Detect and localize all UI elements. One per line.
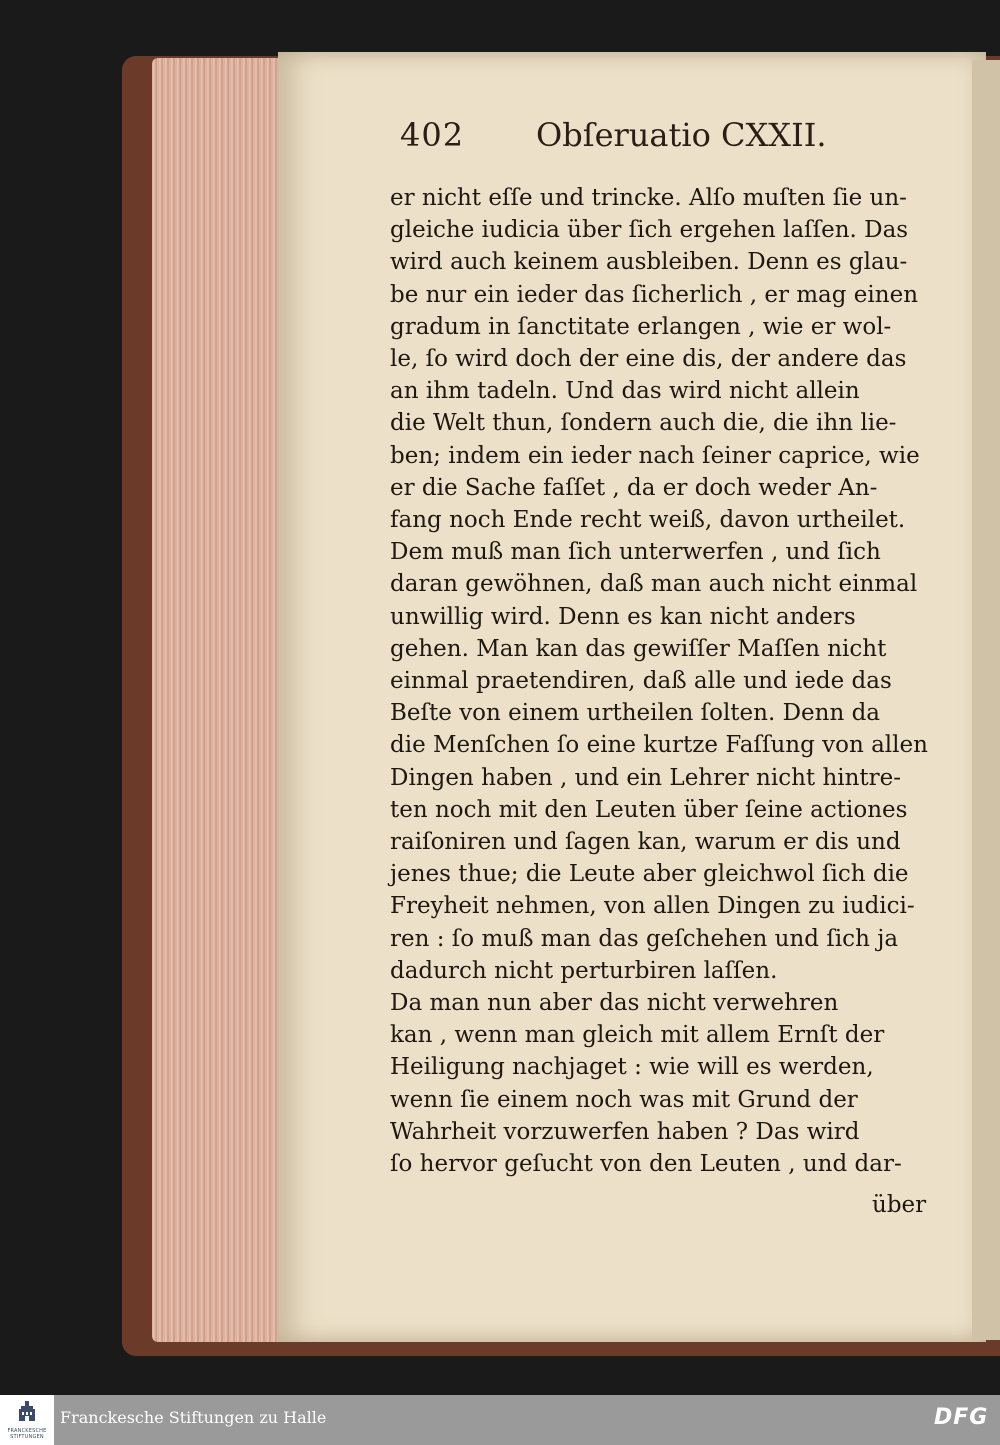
text-line: Da man nun aber das nicht verwehren <box>390 990 839 1016</box>
building-icon <box>18 1401 36 1423</box>
facing-page-edge <box>972 60 1000 1340</box>
body-text <box>390 182 942 1222</box>
text-line: ben; indem ein ieder nach ſeiner caprice, wie <box>390 442 920 469</box>
text-line: ſo hervor geſucht von den Leuten , und dar- <box>390 1151 902 1177</box>
text-line: gehen. Man kan das gewiſſer Maſſen nicht <box>390 635 887 662</box>
footer-bar <box>0 1395 1000 1445</box>
institution-logo[interactable] <box>0 1395 54 1445</box>
text-line: Dingen haben , und ein Lehrer nicht hintre- <box>390 764 902 791</box>
text-line: jenes thue; die Leute aber gleichwol ſich die <box>390 861 909 888</box>
catchword: über <box>872 1192 927 1218</box>
text-line: daran gewöhnen, daß man auch nicht einmal <box>390 571 918 598</box>
text-line: an ihm tadeln. Und das wird nicht allein <box>390 378 860 405</box>
text-line: wenn ſie einem noch was mit Grund der <box>390 1086 858 1113</box>
text-line: unwillig wird. Denn es kan nicht anders <box>390 603 856 630</box>
text-line: Beſte von einem urtheilen ſolten. Denn da <box>390 700 881 727</box>
running-head <box>400 116 940 164</box>
text-line: Heiligung nachjaget : wie will es werden, <box>390 1054 874 1081</box>
text-line: die Welt thun, ſondern auch die, die ihn lie- <box>390 410 897 437</box>
institution-link[interactable]: Franckesche Stiftungen zu Halle <box>60 1408 327 1427</box>
running-head-title: Obſeruatio CXXII. <box>536 116 827 154</box>
text-line: wird auch keinem ausbleiben. Denn es glau- <box>390 249 908 276</box>
text-line: einmal praetendiren, daß alle und iede das <box>390 668 892 694</box>
text-line: Dem muß man ſich unterwerfen , und ſich <box>390 539 881 566</box>
page-number: 402 <box>400 116 465 154</box>
text-line: Wahrheit vorzuwerfen haben ? Das wird <box>390 1118 860 1145</box>
text-line: dadurch nicht perturbiren laſſen. <box>390 957 778 984</box>
text-line: kan , wenn man gleich mit allem Ernſt der <box>390 1022 885 1049</box>
text-line: be nur ein ieder das ſicherlich , er mag einen <box>390 281 919 308</box>
text-line: ten noch mit den Leuten über ſeine actiones <box>390 796 908 823</box>
text-line: Freyheit nehmen, von allen Dingen zu iudici- <box>390 893 915 920</box>
text-line: die Menſchen ſo eine kurtze Faſſung von allen <box>390 732 928 759</box>
logo-text: FRANCKESCHE STIFTUNGEN <box>7 1428 47 1440</box>
text-line: gleiche iudicia über ſich ergehen laſſen. Das <box>390 217 909 244</box>
text-line: ren : ſo muß man das geſchehen und ſich ja <box>390 925 899 952</box>
text-line: er nicht eſſe und trincke. Alſo muſten ſie un- <box>390 185 907 211</box>
text-line: raiſoniren und ſagen kan, warum er dis und <box>390 829 901 855</box>
text-line: gradum in ſanctitate erlangen , wie er wol- <box>390 313 892 340</box>
text-line: le, ſo wird doch der eine dis, der andere das <box>390 346 907 372</box>
dfg-logo[interactable]: DFG <box>934 1405 989 1430</box>
text-line: fang noch Ende recht weiß, davon urtheilet. <box>390 507 906 533</box>
text-line: er die Sache faſſet , da er doch weder An- <box>390 474 878 501</box>
page-edges <box>152 58 280 1342</box>
